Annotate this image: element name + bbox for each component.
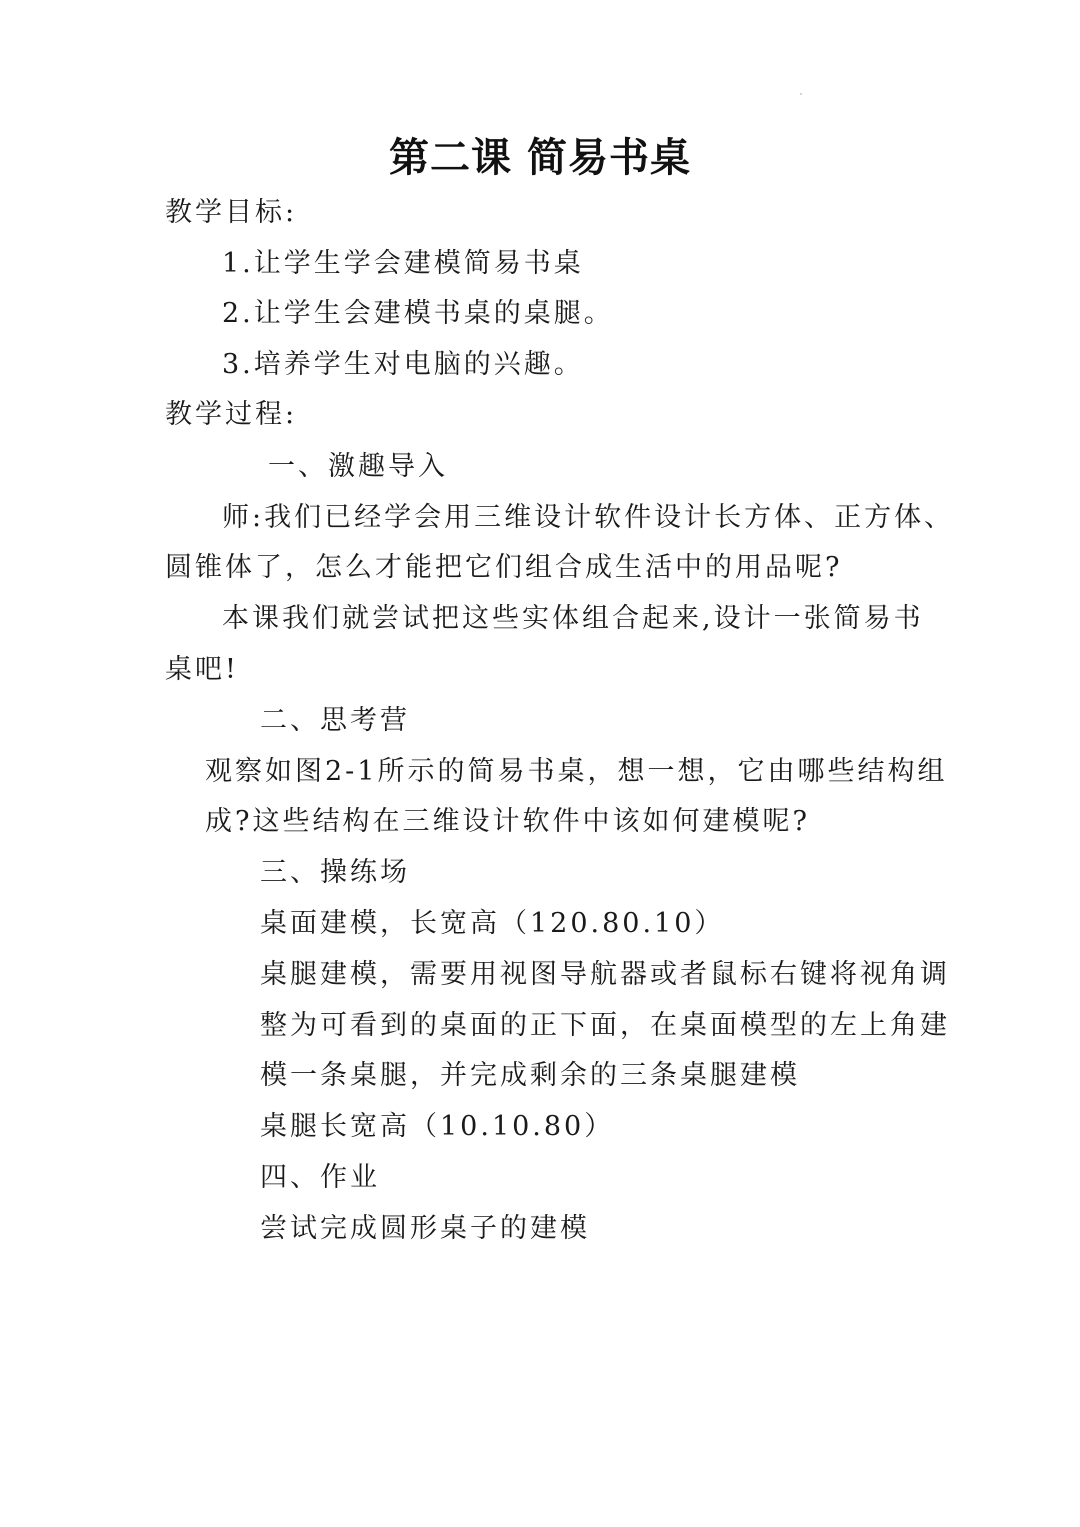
section-2-heading: 二、思考营 — [260, 705, 410, 736]
homework-task-line: 尝试完成圆形桌子的建模 — [260, 1213, 590, 1244]
legs-paragraph-line-3: 模一条桌腿，并完成剩余的三条桌腿建模 — [260, 1060, 800, 1091]
scan-speck — [800, 93, 802, 95]
page-title: 第二课 简易书桌 — [389, 135, 691, 181]
section-4-heading: 四、作业 — [260, 1162, 380, 1193]
legs-dimensions-line: 桌腿长宽高（10.10.80） — [260, 1111, 615, 1142]
teacher-paragraph-line-1: 师:我们已经学会用三维设计软件设计长方体、正方体、 — [222, 502, 955, 533]
section-1-heading: 一、激趣导入 — [268, 451, 448, 482]
objective-item-2: 2.让学生会建模书桌的桌腿。 — [222, 298, 614, 329]
legs-paragraph-line-2: 整为可看到的桌面的正下面，在桌面模型的左上角建 — [260, 1010, 950, 1041]
objectives-heading: 教学目标: — [165, 197, 298, 228]
observe-paragraph-line-2: 成?这些结构在三维设计软件中该如何建模呢? — [205, 806, 810, 837]
legs-paragraph-line-1: 桌腿建模，需要用视图导航器或者鼠标右键将视角调 — [260, 959, 950, 990]
lesson-paragraph-line-2: 桌吧! — [165, 654, 239, 685]
lesson-paragraph-line-1: 本课我们就尝试把这些实体组合起来,设计一张简易书 — [222, 603, 924, 634]
objective-item-3: 3.培养学生对电脑的兴趣。 — [222, 349, 584, 380]
observe-paragraph-line-1: 观察如图2-1所示的简易书桌，想一想，它由哪些结构组 — [205, 756, 948, 787]
section-3-heading: 三、操练场 — [260, 857, 410, 888]
teacher-paragraph-line-2: 圆锥体了，怎么才能把它们组合成生活中的用品呢? — [165, 552, 843, 583]
objective-item-1: 1.让学生学会建模简易书桌 — [222, 248, 584, 279]
tabletop-modeling-line: 桌面建模，长宽高（120.80.10） — [260, 908, 725, 939]
process-heading: 教学过程: — [165, 399, 298, 430]
